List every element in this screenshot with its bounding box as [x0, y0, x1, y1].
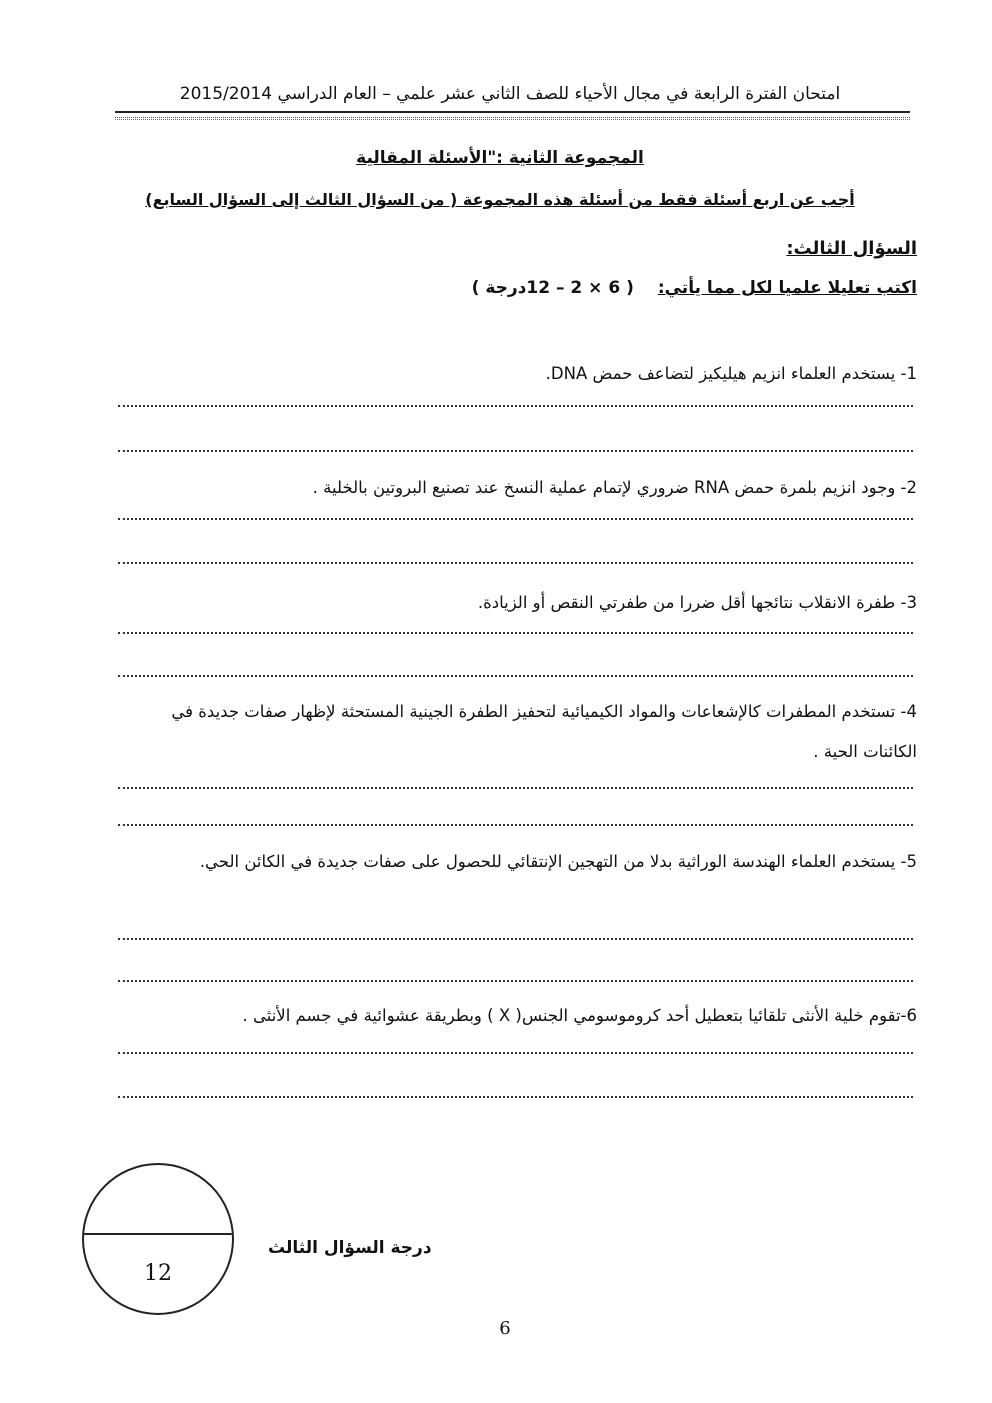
question-item-1: 1- يستخدم العلماء انزيم هيليكيز لتضاعف حمض DNA.	[545, 364, 917, 383]
group-title	[100, 148, 900, 168]
group-title-text: المجموعة الثانية :"الأسئلة المقالية	[356, 148, 644, 168]
question-item-3: 3- طفرة الانقلاب نتائجها أقل ضررا من طفرتي النقص أو الزيادة.	[477, 593, 917, 612]
answer-line[interactable]	[118, 980, 913, 982]
exam-header-title: امتحان الفترة الرابعة في مجال الأحياء للصف الثاني عشر علمي – العام الدراسي 2015/2014	[179, 84, 841, 104]
score-circle	[82, 1163, 234, 1315]
page-number: 6	[499, 1318, 511, 1339]
answer-line[interactable]	[118, 450, 913, 452]
score-divider	[84, 1233, 232, 1235]
score-max: 12	[144, 1261, 172, 1286]
question-item-5: 5- يستخدم العلماء الهندسة الوراثية بدلا من التهجين الإنتقائي للحصول على صفات جديدة في الكائن الحي.	[199, 852, 917, 871]
question-item-2: 2- وجود انزيم بلمرة حمض RNA ضروري لإتمام عملية النسخ عند تصنيع البروتين بالخلية .	[312, 478, 917, 497]
header-divider-dotted	[115, 119, 910, 120]
question-item-6: 6-تقوم خلية الأنثى تلقائيا بتعطيل أحد كروموسومي الجنس( X ) وبطريقة عشوائية في جسم الأنثى .	[242, 1006, 917, 1025]
answer-line[interactable]	[118, 405, 913, 407]
answer-line[interactable]	[118, 1052, 913, 1054]
group-instruction	[100, 190, 900, 209]
answer-line[interactable]	[118, 1096, 913, 1098]
answer-line[interactable]	[118, 938, 913, 940]
answer-line[interactable]	[118, 675, 913, 677]
question-item-4: 4- تستخدم المطفرات كالإشعاعات والمواد الكيميائية لتحفيز الطفرة الجينية المستحثة لإظهار صفات جديدة في الكائنات الحية .	[171, 702, 917, 761]
question-instruction-text: اكتب تعليلا علميا لكل مما يأتي:	[657, 278, 917, 298]
question-heading: السؤال الثالث:	[786, 238, 917, 259]
group-instruction-text: أجب عن اربع أسئلة فقط من أسئلة هذه المجموعة ( من السؤال الثالث إلى السؤال السابع)	[145, 190, 855, 209]
score-label: درجة السؤال الثالث	[268, 1238, 432, 1258]
answer-line[interactable]	[118, 518, 913, 520]
answer-line[interactable]	[118, 562, 913, 564]
header-divider	[115, 111, 910, 118]
answer-line[interactable]	[118, 824, 913, 826]
answer-line[interactable]	[118, 787, 913, 789]
question-instruction	[472, 278, 917, 298]
question-marks: ( 6 × 2 – 12درجة )	[471, 278, 634, 298]
answer-line[interactable]	[118, 632, 913, 634]
